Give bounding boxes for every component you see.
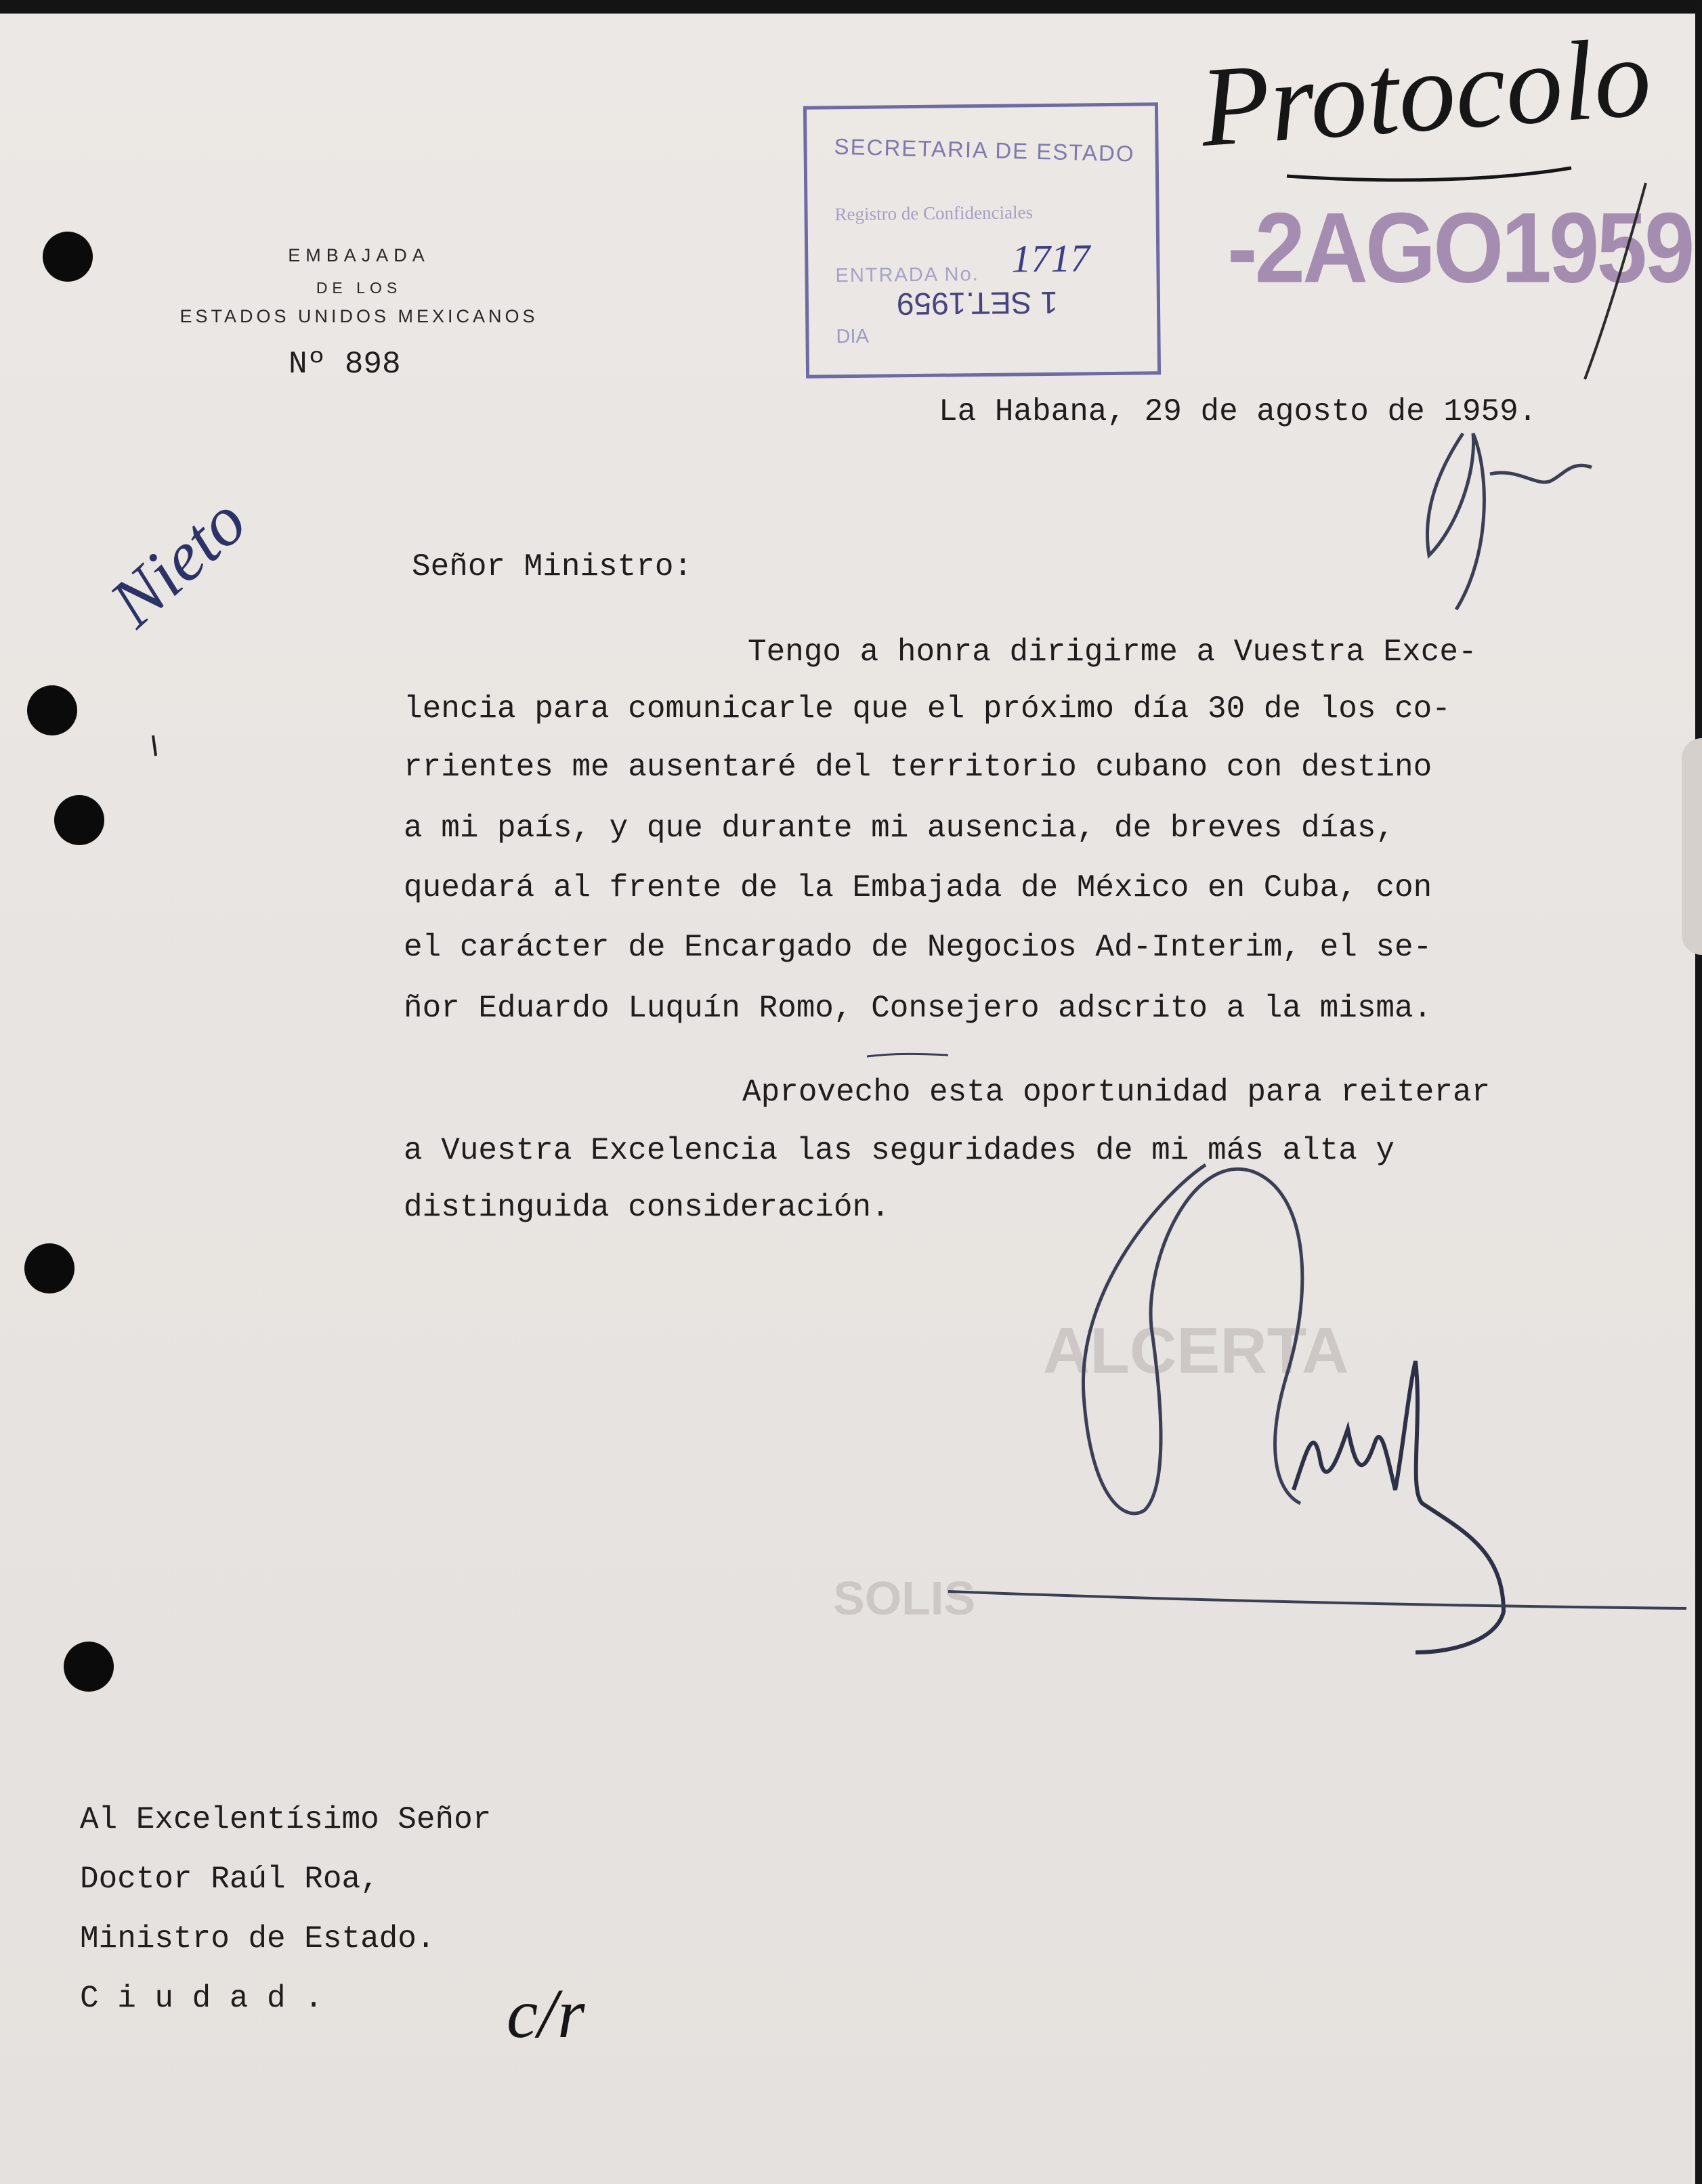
body-line: Tengo a honra dirigirme a Vuestra Exce- bbox=[748, 635, 1477, 670]
addressee-line: Al Excelentísimo Señor bbox=[80, 1802, 492, 1837]
margin-pen-line bbox=[1585, 183, 1646, 379]
body-line: Aprovecho esta oportunidad para reiterar bbox=[742, 1075, 1491, 1110]
protocolo-underline bbox=[1287, 168, 1571, 180]
addressee-line: Doctor Raúl Roa, bbox=[80, 1862, 379, 1897]
date-line: La Habana, 29 de agosto de 1959. bbox=[939, 394, 1537, 429]
addressee-line: C i u d a d . bbox=[80, 1981, 323, 2016]
addressee-line: Ministro de Estado. bbox=[80, 1921, 435, 1956]
received-date-stamp: -2AGO1959 bbox=[1227, 192, 1693, 304]
signature-underline bbox=[948, 1591, 1686, 1608]
initials-scribble bbox=[1427, 433, 1592, 609]
body-line: a mi país, y que durante mi ausencia, de breves días, bbox=[404, 811, 1395, 846]
stamp-date-label: DIA bbox=[836, 325, 869, 348]
body-line: ñor Eduardo Luquín Romo, Consejero adscrito a la misma. bbox=[404, 991, 1432, 1026]
signature-lastname bbox=[1294, 1361, 1504, 1652]
ghost-bleed-line-1: ALCERTA bbox=[1043, 1314, 1349, 1387]
letterhead-country: ESTADOS UNIDOS MEXICANOS bbox=[179, 306, 538, 326]
stamp-entry-number: 1717 bbox=[1010, 236, 1090, 281]
stamp-title: SECRETARIA DE ESTADO bbox=[834, 133, 1136, 167]
body-line: quedará al frente de la Embajada de México en Cuba, con bbox=[404, 870, 1432, 905]
letterhead-de-los: DE LOS bbox=[316, 279, 402, 297]
letterhead-embajada: EMBAJADA bbox=[288, 245, 430, 265]
stamp-date-value: 1 SET.1959 bbox=[896, 284, 1059, 322]
ghost-bleed-line-2: SOLIS bbox=[833, 1572, 976, 1625]
salutation-tick bbox=[867, 1054, 948, 1056]
body-line: lencia para comunicarle que el próximo día 30 de los co- bbox=[404, 691, 1451, 727]
margin-tick bbox=[153, 735, 156, 756]
stamp-entry-label: ENTRADA No. bbox=[835, 263, 979, 287]
body-line: el carácter de Encargado de Negocios Ad-Interim, el se- bbox=[404, 930, 1432, 965]
body-line: a Vuestra Excelencia las seguridades de mi más alta y bbox=[404, 1133, 1395, 1168]
body-line: rrientes me ausentaré del territorio cubano con destino bbox=[404, 750, 1432, 785]
salutation: Señor Ministro: bbox=[412, 549, 693, 584]
signature-loop bbox=[1083, 1165, 1302, 1514]
stamp-subtitle: Registro de Confidenciales bbox=[834, 202, 1034, 225]
body-line: distinguida consideración. bbox=[404, 1190, 890, 1225]
document-number: Nº 898 bbox=[289, 347, 401, 382]
handwritten-cr: c/r bbox=[507, 1975, 585, 2053]
handwritten-margin-note: Nieto bbox=[95, 481, 261, 642]
handwritten-protocolo: Protocolo bbox=[1196, 14, 1655, 171]
